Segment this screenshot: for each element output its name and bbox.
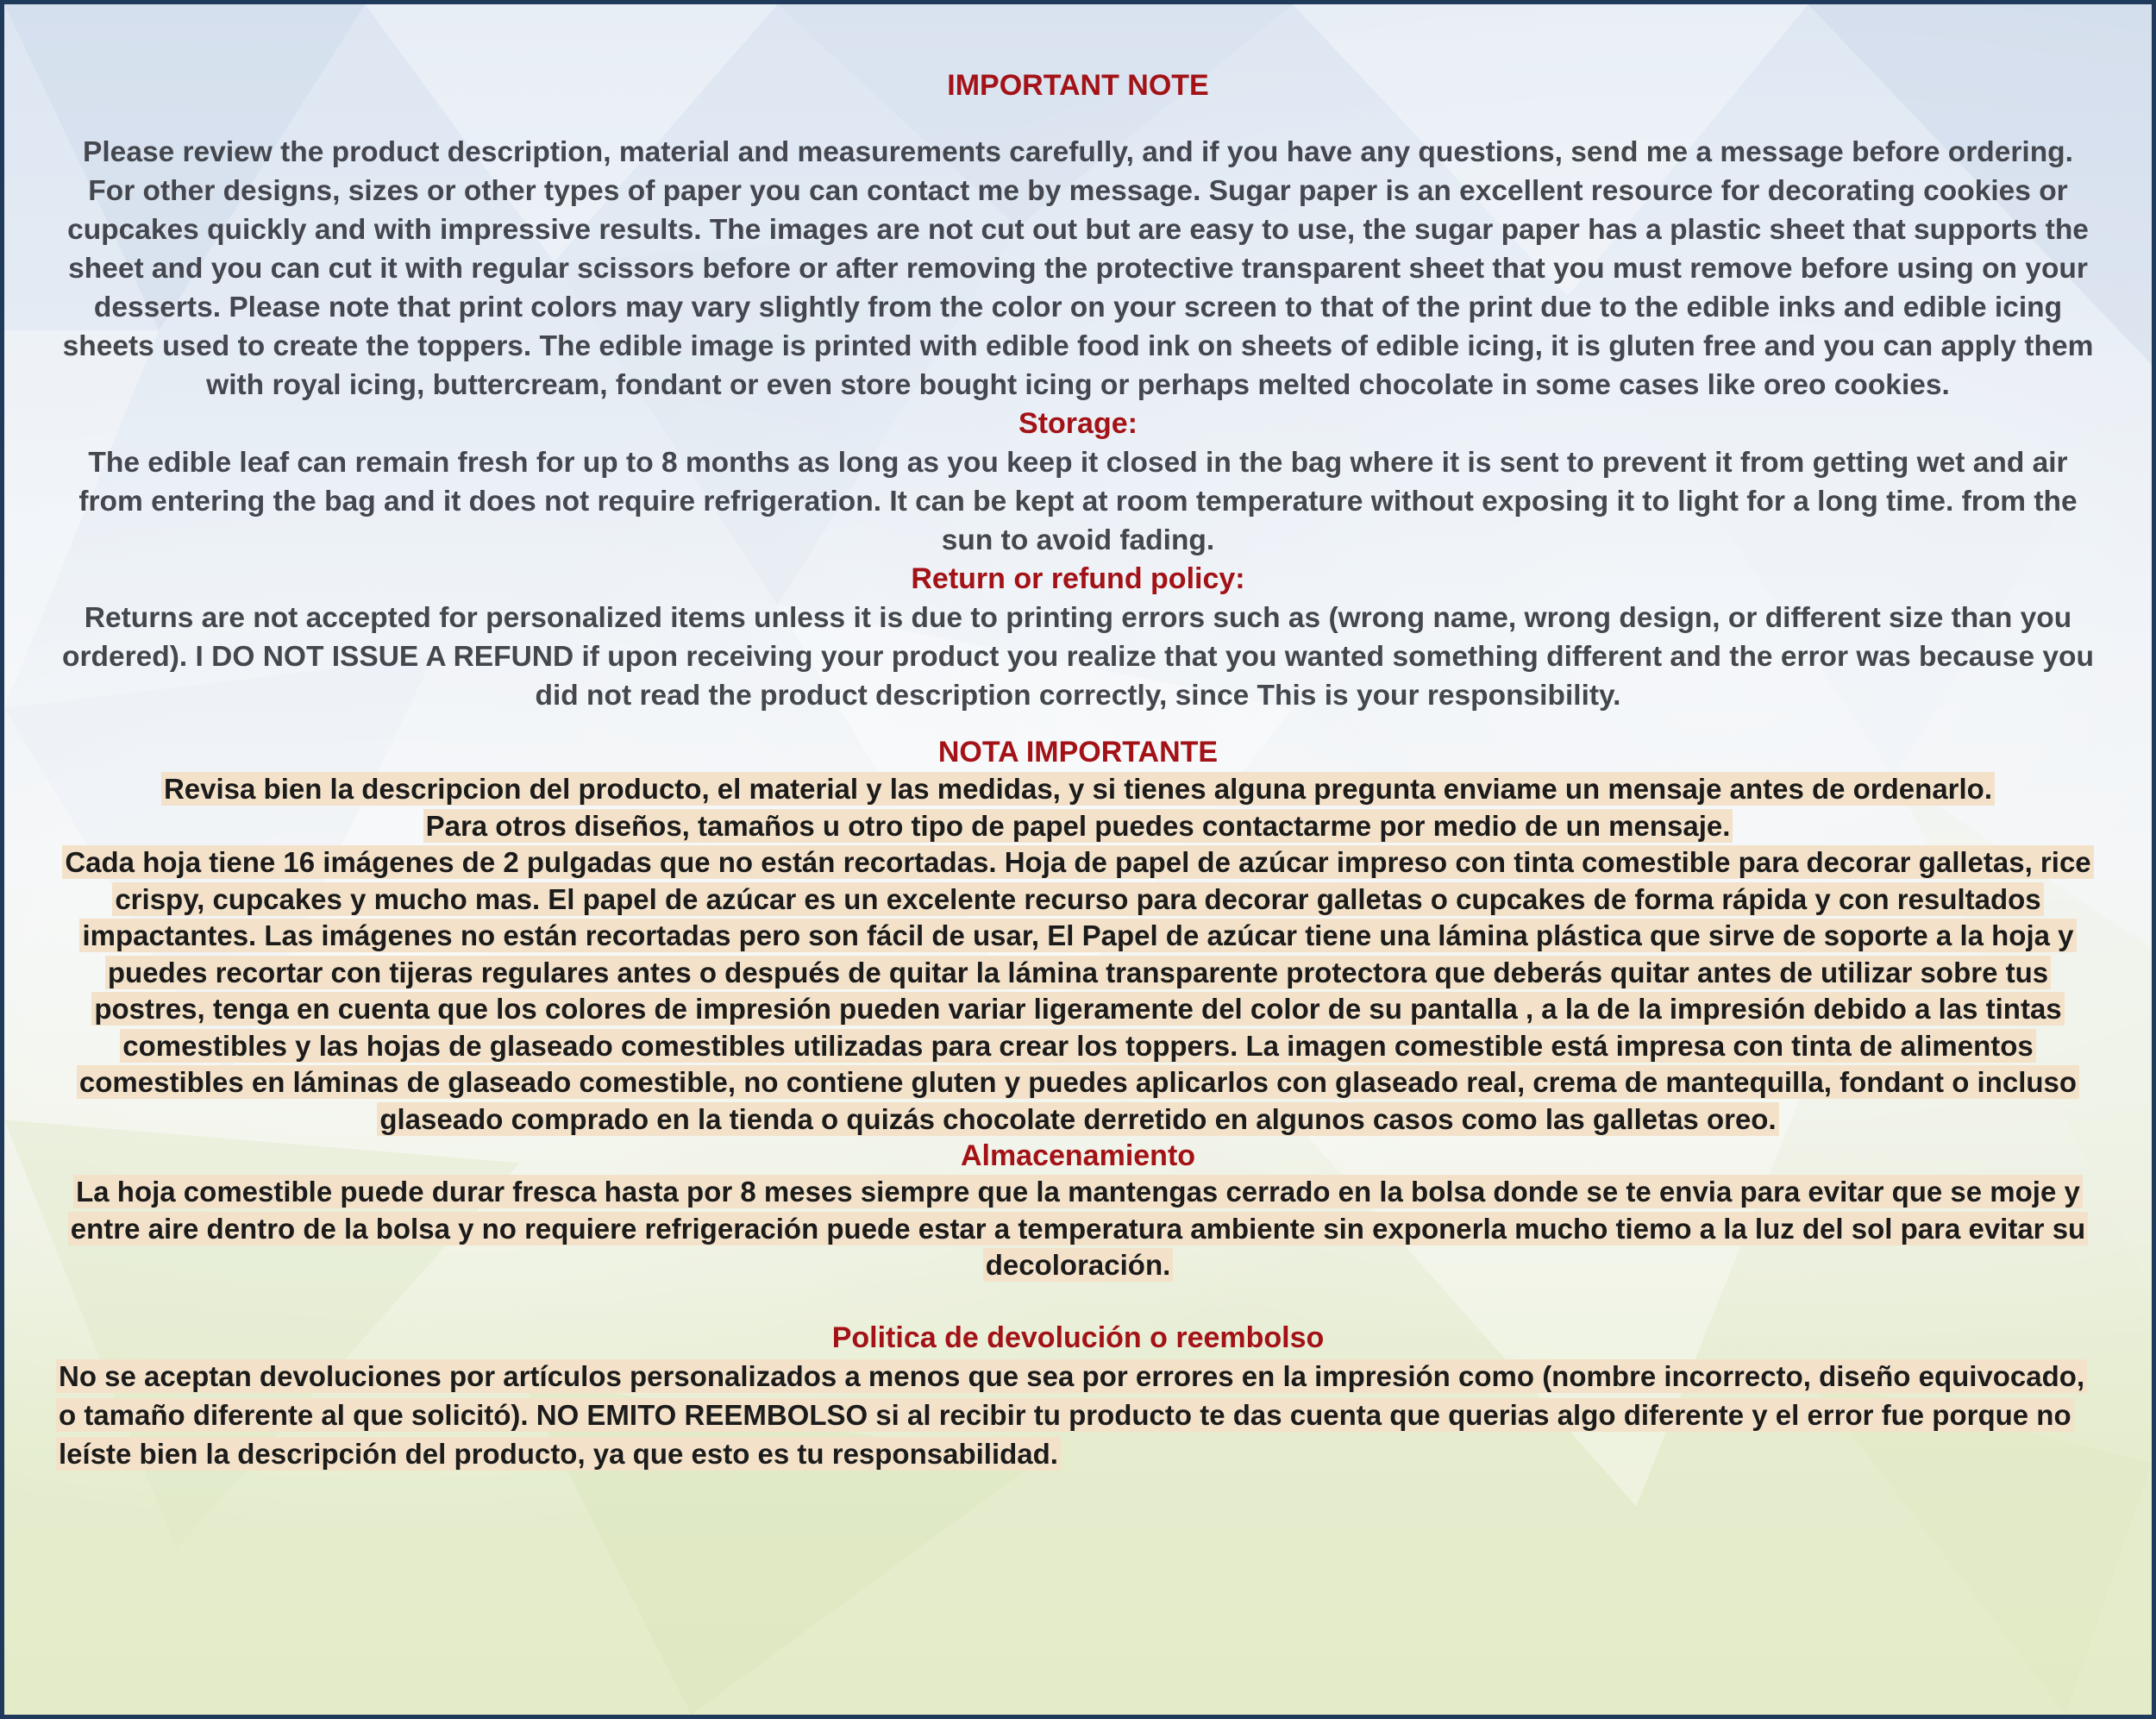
nota-importante-body — [56, 844, 2100, 1138]
nota-importante-heading: NOTA IMPORTANTE — [937, 736, 1219, 769]
return-policy-text: Returns are not accepted for personalized items unless it is due to printing errors such as (wrong name, wrong design, or different size than you ordered). I DO NOT ISSUE A REFUND if upon receiving your product you realize that you wanted something different and the error was because you did not read the product description correctly, since This is your responsibility. — [62, 602, 2094, 712]
nota-importante-line-1-text: Revisa bien la descripcion del producto, el material y las medidas, y si tienes alguna pregunta enviame un mensaje antes de ordenarlo. — [161, 772, 1995, 806]
return-policy-heading: Return or refund policy: — [911, 562, 1245, 595]
important-note-text: Please review the product description, material and measurements carefully, and if you have any questions, send me a message before ordering. For other designs, sizes or other types of paper you can contact me by message. Sugar paper is an excellent resource for decorating cookies or cupcakes quickly and with impressive results. The images are not cut out but are easy to use, the sugar paper has a plastic sheet that supports the sheet and you can cut it with regular scissors before or after removing the protective transparent sheet that you must remove before using on your desserts. Please note that print colors may vary slightly from the color on your screen to that of the print due to the edible inks and edible icing sheets used to create the toppers. The edible image is printed with edible food ink on sheets of edible icing, it is gluten free and you can apply them with royal icing, buttercream, fondant or even store bought icing or perhaps melted chocolate in some cases like oreo cookies. — [62, 136, 2094, 401]
almacenamiento-body — [56, 1174, 2100, 1284]
storage-heading: Storage: — [1018, 407, 1138, 440]
almacenamiento-body-text: La hoja comestible puede durar fresca hasta por 8 meses siempre que la mantengas cerrado en la bolsa donde se te envia para evitar que se moje y entre aire dentro de la bolsa y no requiere refrigeración puede estar a temperatura ambiente sin exponerla mucho tiemo a la luz del sol para evitar su decoloración. — [68, 1175, 2088, 1282]
almacenamiento-heading: Almacenamiento — [960, 1139, 1196, 1172]
politica-devolucion-body — [56, 1357, 2100, 1473]
nota-importante-body-text: Cada hoja tiene 16 imágenes de 2 pulgadas que no están recortadas. Hoja de papel de azúcar impreso con tinta comestible para decorar galletas, rice crispy, cupcakes y mucho mas. El papel de azúcar es un excelente recurso para decorar galletas o cupcakes de forma rápida y con resultados impactantes. Las imágenes no están recortadas pero son fácil de usar, El Papel de azúcar tiene una lámina plástica que sirve de soporte a la hoja y puedes recortar con tijeras regulares antes o después de quitar la lámina transparente protectora que deberás quitar antes de utilizar sobre tus postres, tenga en cuenta que los colores de impresión pueden variar ligeramente del color de su pantalla , a la de la impresión debido a las tintas comestibles y las hojas de glaseado comestibles utilizadas para crear los toppers. La imagen comestible está impresa con tinta de alimentos comestibles en láminas de glaseado comestible, no contiene gluten y puedes aplicarlos con glaseado real, crema de mantequilla, fondant o incluso glaseado comprado en la tienda o quizás chocolate derretido en algunos casos como las galletas oreo. — [62, 845, 2093, 1136]
content-area — [56, 66, 2100, 1473]
politica-devolucion-heading: Politica de devolución o reembolso — [831, 1321, 1325, 1354]
nota-importante-line-2-text: Para otros diseños, tamaños u otro tipo de papel puedes contactarme por medio de un mensaje. — [423, 809, 1733, 843]
important-note-heading: IMPORTANT NOTE — [947, 69, 1209, 102]
nota-importante-line-1 — [56, 771, 2100, 808]
politica-devolucion-body-text: No se aceptan devoluciones por artículos personalizados a menos que sea por errores en la impresión como (nombre incorrecto, diseño equivocado, o tamaño diferente al que solicitó). NO EMITO REEMBOLSO si al recibir tu producto te das cuenta que querias algo diferente y el error fue porque no leíste bien la descripción del producto, ya que esto es tu responsabilidad. — [56, 1359, 2087, 1471]
nota-importante-line-2 — [56, 808, 2100, 845]
storage-text: The edible leaf can remain fresh for up to 8 months as long as you keep it closed in the bag where it is sent to prevent it from getting wet and air from entering the bag and it does not require refrigeration. It can be kept at room temperature without exposing it to light for a long time. from the sun to avoid fading. — [78, 447, 2078, 556]
